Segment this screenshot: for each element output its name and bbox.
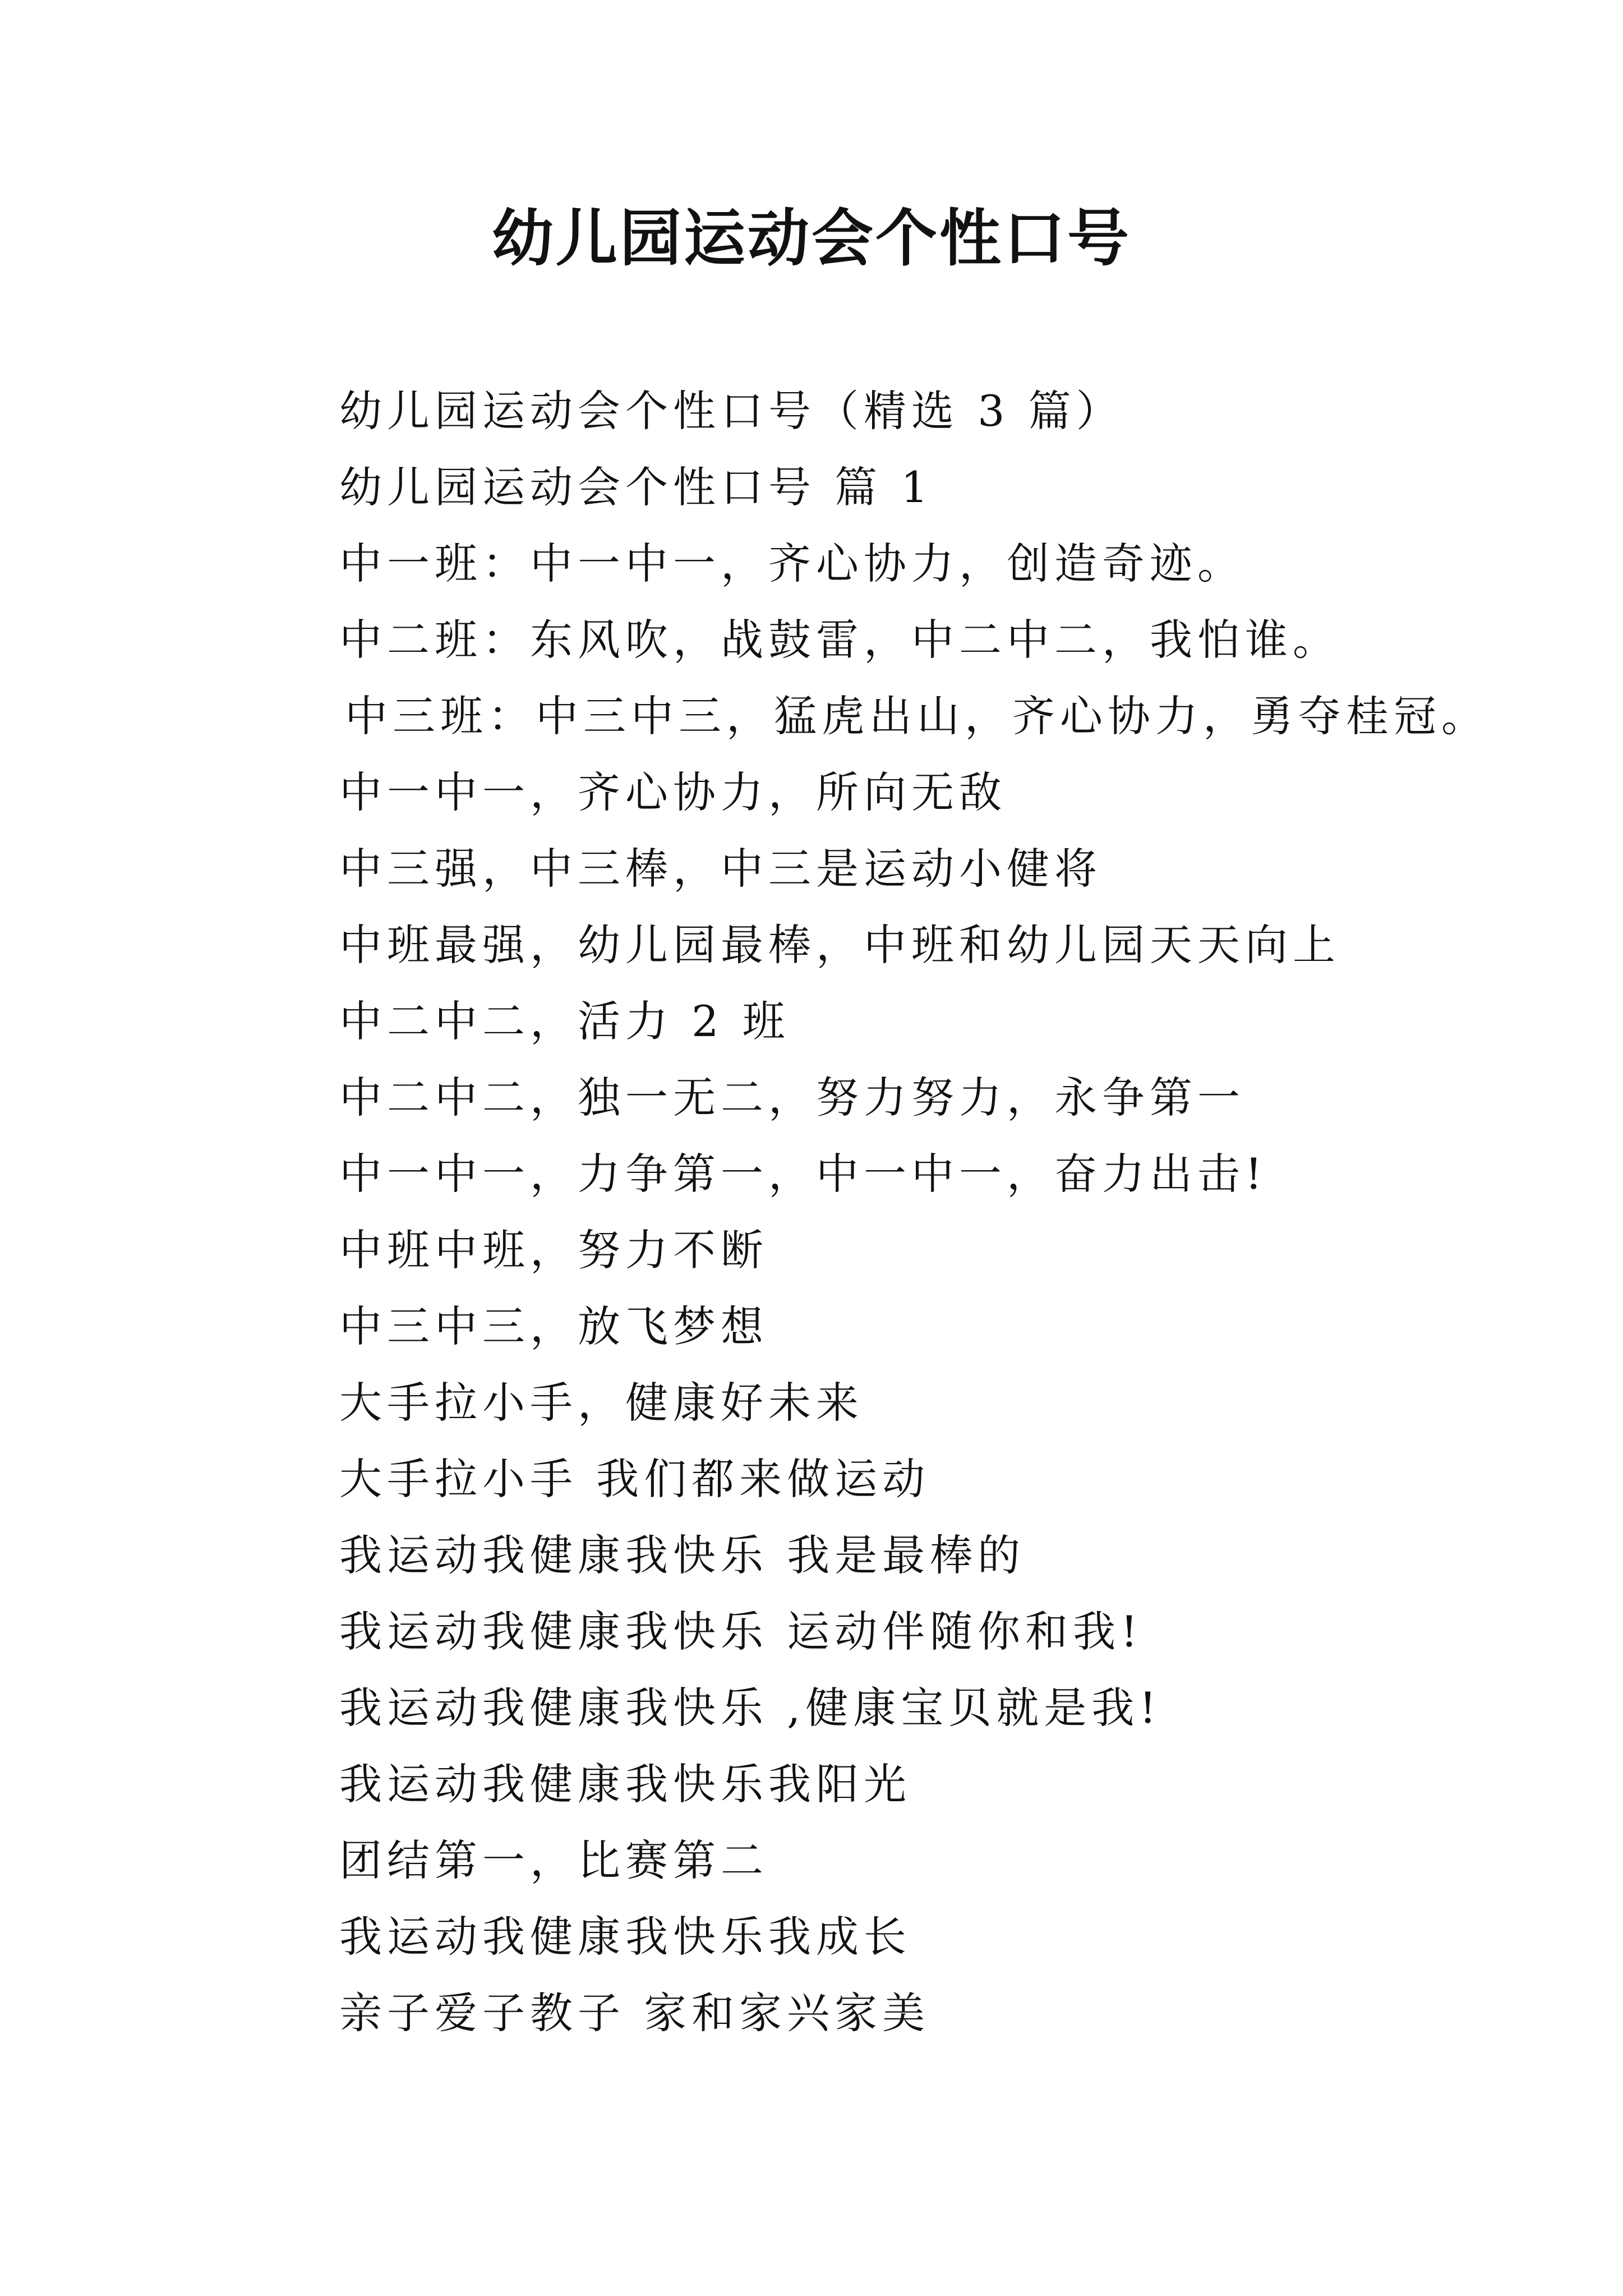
text-line: 中二班：东风吹，战鼓雷，中二中二，我怕谁。	[339, 615, 1340, 665]
text-line: 中一班：中一中一，齐心协力，创造奇迹。	[339, 539, 1245, 588]
text-line: 幼儿园运动会个性口号（精选 3 篇）	[339, 386, 1124, 436]
text-line: 中班中班，努力不断	[339, 1225, 768, 1275]
text-line: 中二中二，活力 2 班	[339, 996, 790, 1046]
text-line: 中二中二，独一无二，努力努力，永争第一	[339, 1073, 1245, 1122]
text-line: 中三强，中三棒，中三是运动小健将	[339, 844, 1102, 894]
document-title: 幼儿园运动会个性口号	[492, 202, 1131, 274]
text-line: 亲子爱子教子 家和家兴家美	[339, 1988, 930, 2038]
text-line: 中一中一，力争第一，中一中一，奋力出击!	[339, 1149, 1267, 1199]
text-line: 我运动我健康我快乐 运动伴随你和我!	[339, 1607, 1143, 1657]
document-body	[339, 373, 1545, 2051]
text-line: 中班最强，幼儿园最棒，中班和幼儿园天天向上	[339, 920, 1340, 970]
text-line: 我运动我健康我快乐 ,健康宝贝就是我!	[339, 1683, 1161, 1733]
text-line: 中三中三，放飞梦想	[339, 1301, 768, 1351]
text-line: 我运动我健康我快乐 我是最棒的	[339, 1530, 1026, 1580]
text-line: 大手拉小手 我们都来做运动	[339, 1454, 930, 1504]
text-line: 大手拉小手，健康好未来	[339, 1378, 864, 1428]
text-line: 幼儿园运动会个性口号 篇 1	[339, 462, 933, 512]
text-line: 团结第一，比赛第二	[339, 1835, 768, 1885]
text-line: 中一中一，齐心协力，所向无敌	[339, 767, 1007, 817]
text-line: 我运动我健康我快乐我阳光	[339, 1759, 911, 1809]
text-line: 中三班：中三中三，猛虎出山，齐心协力，勇夺桂冠。	[345, 691, 1489, 741]
text-line: 我运动我健康我快乐我成长	[339, 1912, 911, 1962]
